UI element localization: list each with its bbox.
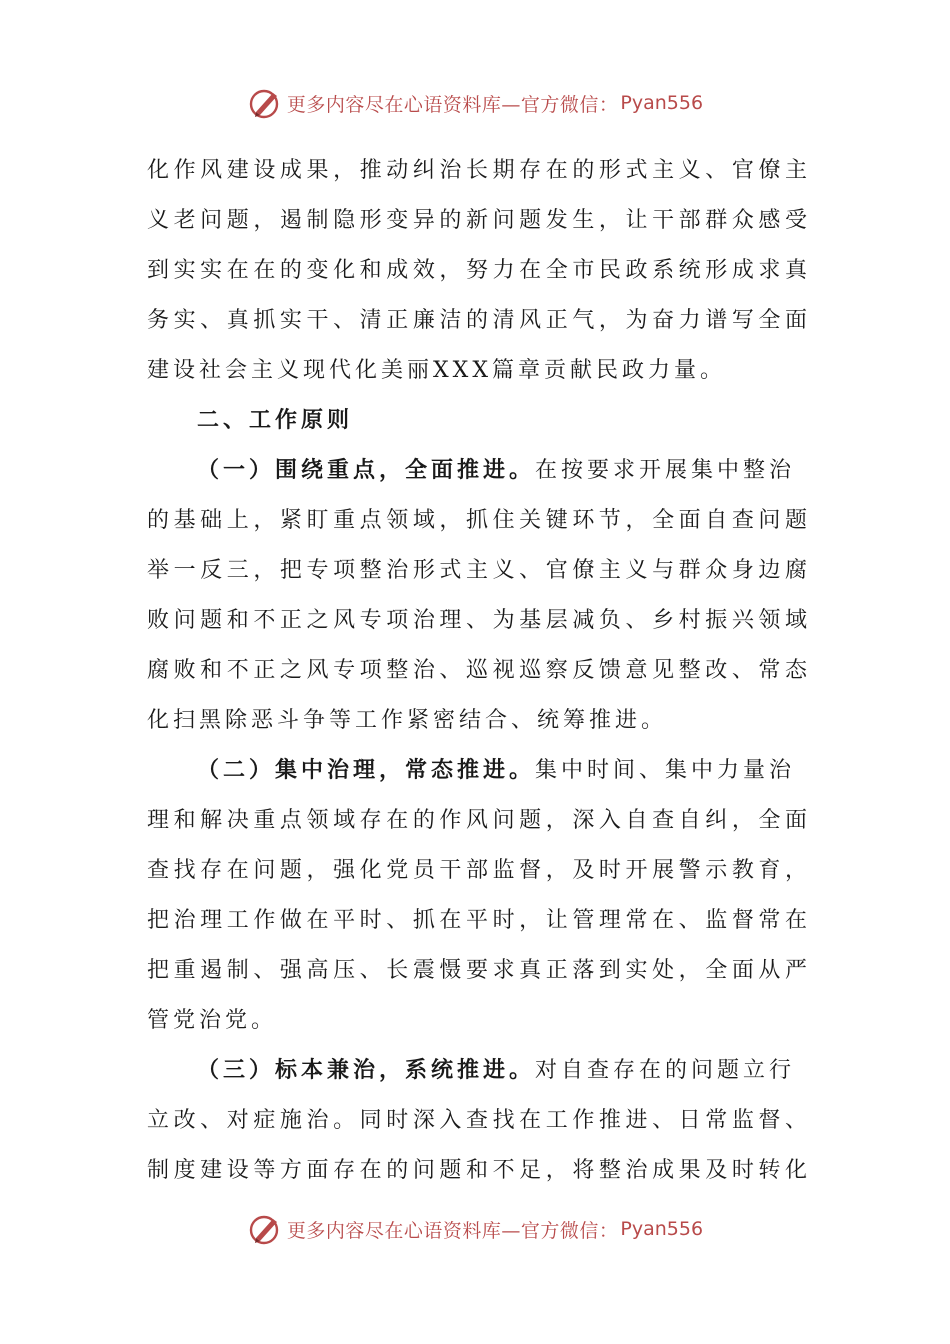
text-line: 管党治党。 — [147, 1008, 278, 1033]
section-heading: 二、工作原则 — [197, 408, 354, 433]
paragraph-first-line — [147, 1046, 807, 1096]
text-line: 化作风建设成果，推动纠治长期存在的形式主义、官僚主 — [147, 158, 807, 183]
watermark-wechat-id: Pyan556 — [620, 1218, 704, 1240]
paragraph-title: （一）围绕重点，全面推进。 — [197, 458, 536, 483]
text-line: 把治理工作做在平时、抓在平时，让管理常在、监督常在 — [147, 908, 807, 933]
paragraph-title: （三）标本兼治，系统推进。 — [197, 1058, 536, 1083]
paragraph-title: （二）集中治理，常态推进。 — [197, 758, 536, 783]
text-line: 义老问题，遏制隐形变异的新问题发生，让干部群众感受 — [147, 208, 807, 233]
paragraph-first-line — [147, 446, 807, 496]
text-line: 立改、对症施治。同时深入查找在工作推进、日常监督、 — [147, 1108, 807, 1133]
text-line: 化扫黑除恶斗争等工作紧密结合、统筹推进。 — [147, 708, 668, 733]
pen-logo-icon — [247, 1211, 283, 1247]
watermark-text: 更多内容尽在心语资料库—官方微信： — [286, 93, 619, 116]
text-line: 的基础上，紧盯重点领域，抓住关键环节，全面自查问题 — [147, 508, 807, 533]
paragraph-text: 集中时间、集中力量治 — [535, 758, 796, 783]
paragraph-first-line — [147, 746, 807, 796]
text-line: 把重遏制、强高压、长震慑要求真正落到实处，全面从严 — [147, 958, 807, 983]
watermark-text: 更多内容尽在心语资料库—官方微信： — [286, 1219, 619, 1242]
text-line: 制度建设等方面存在的问题和不足，将整治成果及时转化 — [147, 1158, 807, 1183]
text-line: 腐败和不正之风专项整治、巡视巡察反馈意见整改、常态 — [147, 658, 807, 683]
text-line: 举一反三，把专项整治形式主义、官僚主义与群众身边腐 — [147, 558, 807, 583]
pen-logo-icon — [247, 85, 283, 121]
paragraph-text: 在按要求开展集中整治 — [535, 458, 796, 483]
text-line: 查找存在问题，强化党员干部监督，及时开展警示教育， — [147, 858, 807, 883]
paragraph-text: 对自查存在的问题立行 — [535, 1058, 796, 1083]
document-body — [147, 146, 807, 1196]
text-line: 建设社会主义现代化美丽XXX篇章贡献民政力量。 — [147, 358, 726, 383]
watermark-wechat-id: Pyan556 — [620, 92, 704, 114]
watermark-header — [0, 83, 950, 123]
text-line: 到实实在在的变化和成效，努力在全市民政系统形成求真 — [147, 258, 807, 283]
watermark-footer — [0, 1209, 950, 1249]
text-line: 务实、真抓实干、清正廉洁的清风正气，为奋力谱写全面 — [147, 308, 807, 333]
text-line: 败问题和不正之风专项治理、为基层减负、乡村振兴领域 — [147, 608, 807, 633]
text-line: 理和解决重点领域存在的作风问题，深入自查自纠，全面 — [147, 808, 807, 833]
